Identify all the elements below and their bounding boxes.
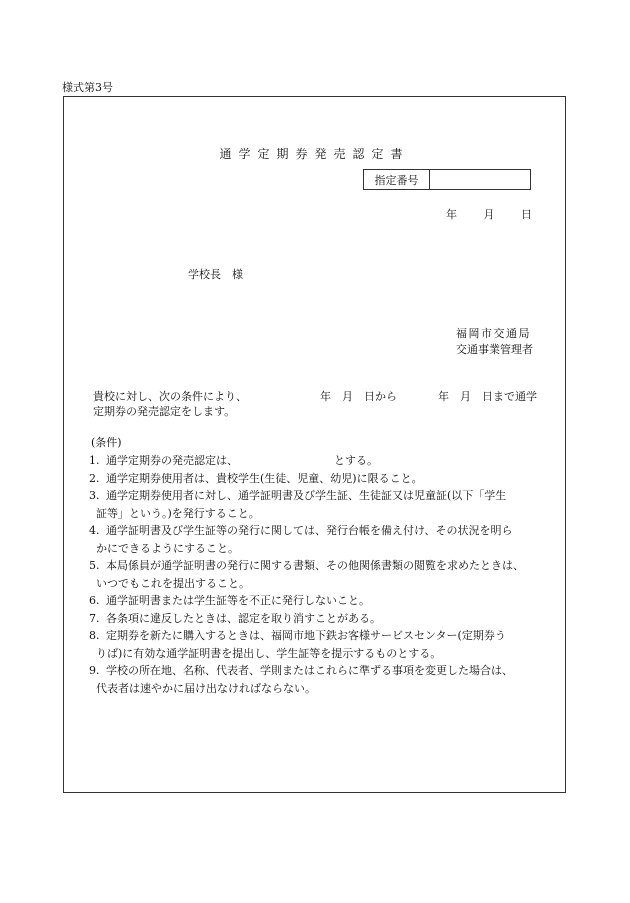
condition-item [89,557,544,592]
condition-item [89,610,544,628]
intro-segment-2: 年 月 日から [320,390,397,403]
condition-number: 9. [89,664,100,677]
condition-item [89,522,544,557]
form-number: 様式第3号 [62,81,113,94]
addressee: 学校長 様 [188,268,243,281]
condition-item [89,452,544,470]
condition-number: 6. [89,594,100,607]
condition-text: とする。 [334,454,378,467]
condition-number: 3. [89,489,100,502]
condition-number: 2. [89,471,100,485]
condition-text: 本局係員が通学証明書の発行に関する書類、その他関係書類の閲覧を求めたときは、 [106,559,524,572]
condition-item [89,470,544,488]
date-day: 日 [521,208,532,221]
conditions-list [89,452,544,697]
condition-text: りば)に有効な通学証明書を提出し、学生証等を提示するものとする。 [96,646,442,660]
designation-field[interactable] [430,170,530,189]
issue-date [446,206,532,222]
designation-label: 指定番号 [364,170,430,189]
date-year: 年 [446,208,457,221]
designation-box [363,169,531,190]
condition-number: 7. [89,611,100,625]
condition-text: かにできるようにすること。 [96,541,239,555]
condition-text: 代表者は速やかに届け出なければならない。 [96,681,316,695]
issuer-block [456,326,533,358]
issuer-org: 福岡市交通局 [456,327,531,340]
date-month: 月 [483,208,495,221]
intro-segment-1: 貴校に対し、次の条件により、 [93,390,247,403]
condition-number: 1. [89,454,100,467]
condition-text: 証等」という。)を発行すること。 [96,506,260,520]
condition-item [89,662,544,697]
condition-text: 通学定期券使用者は、貴校学生(生徒、児童、幼児)に限ること。 [106,471,423,485]
condition-text: 定期券を新たに購入するときは、福岡市地下鉄お客様サービスセンター(定期券う [106,629,506,642]
condition-text: 各条項に違反したときは、認定を取り消すことがある。 [106,611,381,625]
condition-item [89,627,544,662]
condition-text: 通学証明書または学生証等を不正に発行しないこと。 [106,594,370,607]
condition-item [89,592,544,610]
condition-text: いつでもこれを提出すること。 [96,576,250,590]
document-title: 通学定期券発売認定書 [219,147,410,161]
condition-number: 8. [89,629,100,642]
intro-line-2: 定期券の発売認定をします。 [93,405,236,418]
intro-segment-3: 年 月 日まで通学 [438,390,537,403]
condition-number: 4. [89,524,100,537]
condition-text: 通学証明書及び学生証等の発行に関しては、発行台帳を備え付け、その状況を明ら [106,524,513,537]
condition-item [89,487,544,522]
conditions-heading: (条件) [91,436,122,449]
issuer-title: 交通事業管理者 [456,343,533,356]
condition-number: 5. [89,559,100,572]
certificate-frame [63,96,566,793]
condition-text: 通学定期券使用者に対し、通学証明書及び学生証、生徒証又は児童証(以下「学生 [106,489,507,502]
condition-text: 通学定期券の発売認定は、 [106,454,238,467]
condition-text: 学校の所在地、名称、代表者、学則またはこれらに準ずる事項を変更した場合は、 [106,664,513,677]
